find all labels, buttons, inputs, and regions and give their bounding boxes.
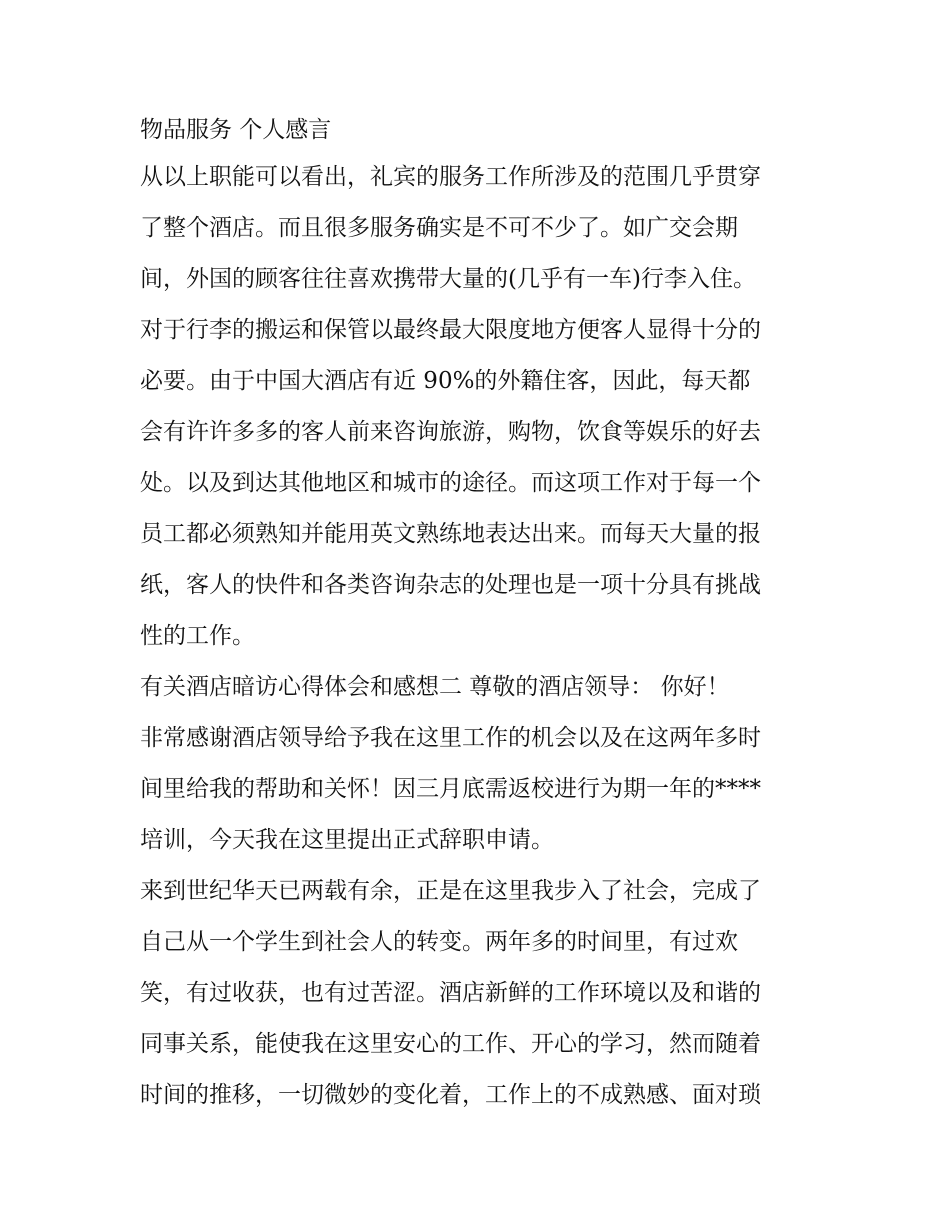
paragraph-line: 处。以及到达其他地区和城市的途径。而这项工作对于每一个 <box>140 470 761 496</box>
paragraph-line: 非常感谢酒店领导给予我在这里工作的机会以及在这两年多时 <box>140 725 761 751</box>
paragraph-line: 纸，客人的快件和各类咨询杂志的处理也是一项十分具有挑战 <box>140 572 761 598</box>
paragraph-line: 来到世纪华天已两载有余，正是在这里我步入了社会，完成了 <box>140 878 761 904</box>
paragraph-line: 间里给我的帮助和关怀！因三月底需返校进行为期一年的**** <box>140 776 761 802</box>
paragraph-line: 培训，今天我在这里提出正式辞职申请。 <box>140 827 554 853</box>
section-heading: 物品服务 个人感言 <box>140 117 332 143</box>
paragraph-line: 了整个酒店。而且很多服务确实是不可不少了。如广交会期 <box>140 215 738 241</box>
paragraph-line: 自己从一个学生到社会人的转变。两年多的时间里，有过欢 <box>140 929 738 955</box>
paragraph-line: 间，外国的顾客往往喜欢携带大量的(几乎有一车)行李入住。 <box>140 266 756 292</box>
paragraph-line: 从以上职能可以看出，礼宾的服务工作所涉及的范围几乎贯穿 <box>140 164 761 190</box>
paragraph-line: 员工都必须熟知并能用英文熟练地表达出来。而每天大量的报 <box>140 521 761 547</box>
paragraph-line: 对于行李的搬运和保管以最终最大限度地方便客人显得十分的 <box>140 317 761 343</box>
paragraph-line: 性的工作。 <box>140 623 255 649</box>
paragraph-line: 时间的推移，一切微妙的变化着，工作上的不成熟感、面对琐 <box>140 1082 761 1108</box>
letter-heading: 有关酒店暗访心得体会和感想二 尊敬的酒店领导： 你好！ <box>140 674 730 700</box>
paragraph-line: 笑，有过收获，也有过苦涩。酒店新鲜的工作环境以及和谐的 <box>140 980 761 1006</box>
paragraph-line: 同事关系，能使我在这里安心的工作、开心的学习，然而随着 <box>140 1031 761 1057</box>
paragraph-line: 必要。由于中国大酒店有近 90%的外籍住客，因此，每天都 <box>140 368 751 394</box>
paragraph-line: 会有许许多多的客人前来咨询旅游，购物，饮食等娱乐的好去 <box>140 419 761 445</box>
document-body <box>140 108 820 1121</box>
